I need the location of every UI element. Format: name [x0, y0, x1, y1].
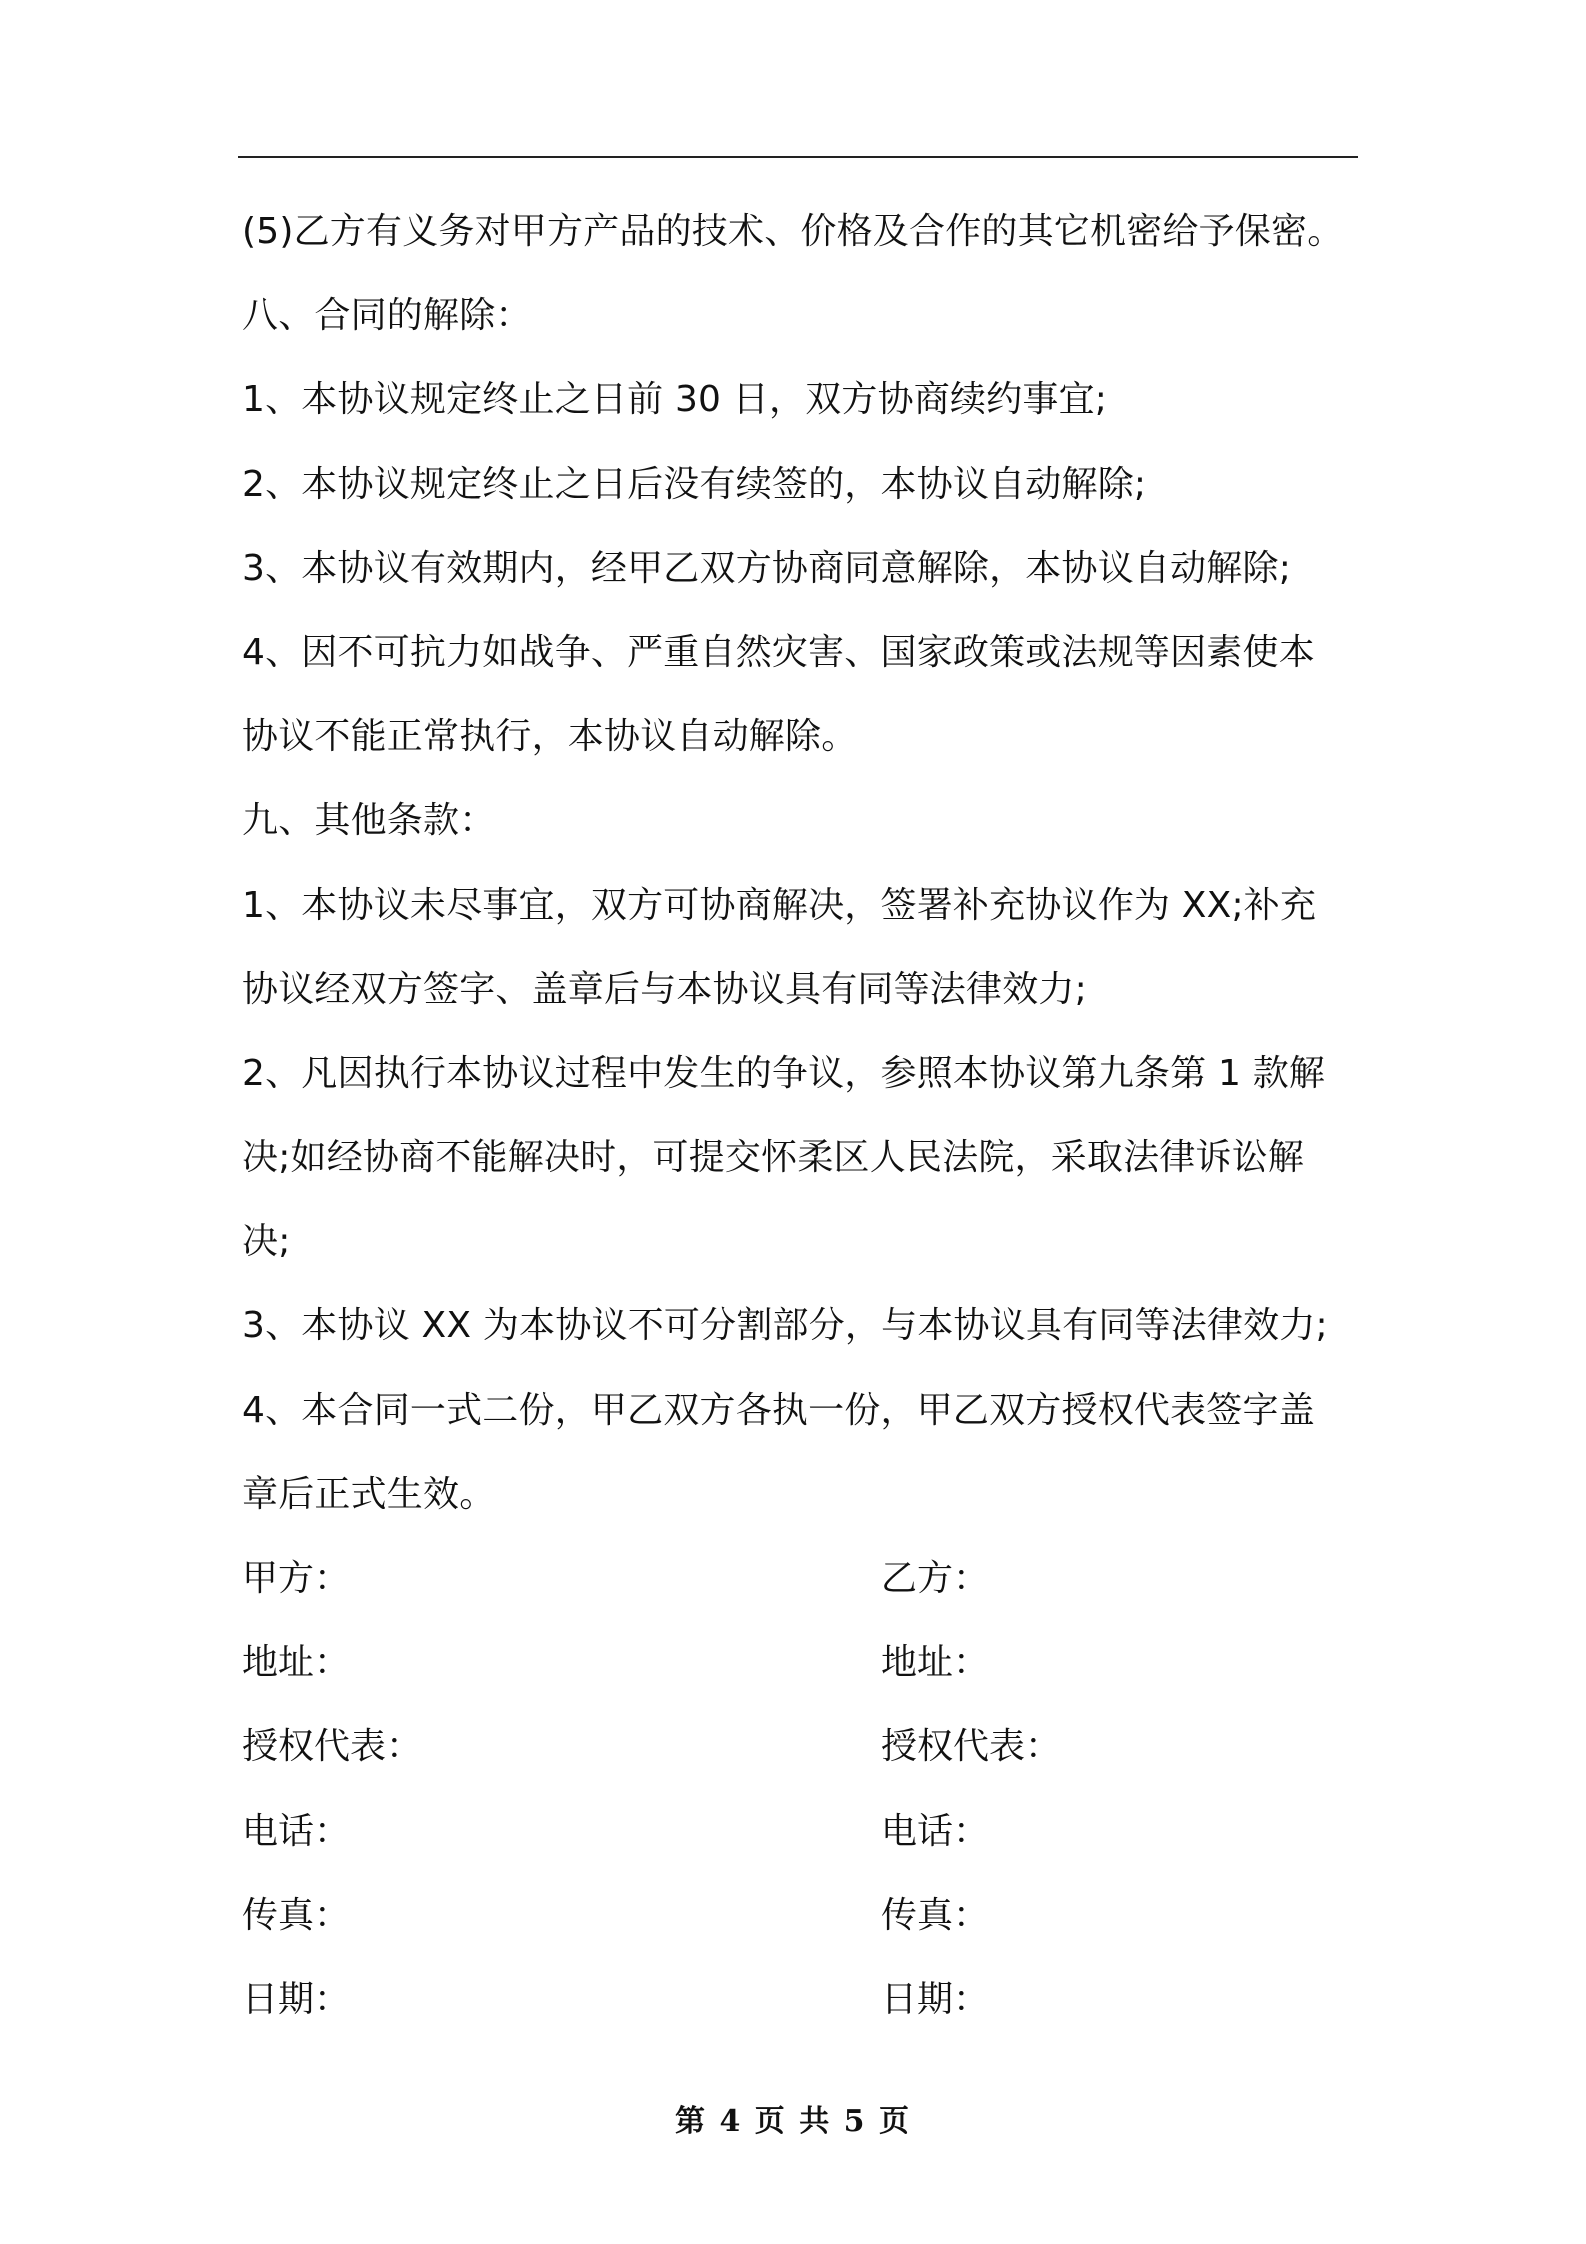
- header-rule: [238, 156, 1358, 158]
- party-b-date-label: 日期：: [881, 1978, 990, 2020]
- paragraph-line: 章后正式生效。: [242, 1473, 496, 1515]
- document-body: [242, 196, 1358, 2048]
- paragraph-line: 3、本协议有效期内，经甲乙双方协商同意解除，本协议自动解除;: [242, 547, 1292, 589]
- section-heading: 九、其他条款：: [242, 800, 496, 842]
- party-a-date-label: 日期：: [242, 1978, 351, 2020]
- page-number-footer: 第 4 页 共 5 页: [675, 2104, 911, 2139]
- section-heading: 八、合同的解除：: [242, 295, 532, 337]
- paragraph-line: 2、本协议规定终止之日后没有续签的，本协议自动解除;: [242, 463, 1147, 505]
- paragraph-line: 决;如经协商不能解决时，可提交怀柔区人民法院，采取法律诉讼解: [242, 1137, 1305, 1179]
- signature-row-address: [242, 1627, 1358, 1711]
- party-b-phone-label: 电话：: [881, 1810, 990, 1852]
- party-a-fax-label: 传真：: [242, 1894, 351, 1936]
- paragraph-line: 3、本协议 XX 为本协议不可分割部分，与本协议具有同等法律效力;: [242, 1305, 1328, 1347]
- party-b-label: 乙方：: [881, 1558, 990, 1599]
- signature-row-phone: [242, 1796, 1358, 1880]
- signature-row-date: [242, 1964, 1358, 2048]
- party-a-phone-label: 电话：: [242, 1810, 351, 1852]
- party-a-representative-label: 授权代表：: [242, 1726, 423, 1768]
- paragraph-line: 协议经双方签字、盖章后与本协议具有同等法律效力;: [242, 968, 1087, 1010]
- paragraph-line: 决;: [242, 1221, 291, 1263]
- paragraph-line: 2、凡因执行本协议过程中发生的争议，参照本协议第九条第 1 款解: [242, 1052, 1326, 1094]
- paragraph-line: 协议不能正常执行，本协议自动解除。: [242, 716, 858, 758]
- paragraph-line: 4、本合同一式二份，甲乙双方各执一份，甲乙双方授权代表签字盖: [242, 1389, 1315, 1431]
- party-a-label: 甲方：: [242, 1558, 351, 1599]
- paragraph-line: 1、本协议未尽事宜，双方可协商解决，签署补充协议作为 XX;补充: [242, 884, 1317, 926]
- signature-row-representative: [242, 1711, 1358, 1795]
- party-a-address-label: 地址：: [242, 1642, 351, 1684]
- signature-row-fax: [242, 1880, 1358, 1964]
- party-b-representative-label: 授权代表：: [881, 1726, 1062, 1768]
- paragraph-line: 4、因不可抗力如战争、严重自然灾害、国家政策或法规等因素使本: [242, 631, 1315, 673]
- paragraph-line: (5)乙方有义务对甲方产品的技术、价格及合作的其它机密给予保密。: [242, 211, 1344, 252]
- party-b-address-label: 地址：: [881, 1642, 990, 1684]
- signature-row-party: [242, 1543, 1358, 1627]
- paragraph-line: 1、本协议规定终止之日前 30 日，双方协商续约事宜;: [242, 379, 1108, 421]
- party-b-fax-label: 传真：: [881, 1894, 990, 1936]
